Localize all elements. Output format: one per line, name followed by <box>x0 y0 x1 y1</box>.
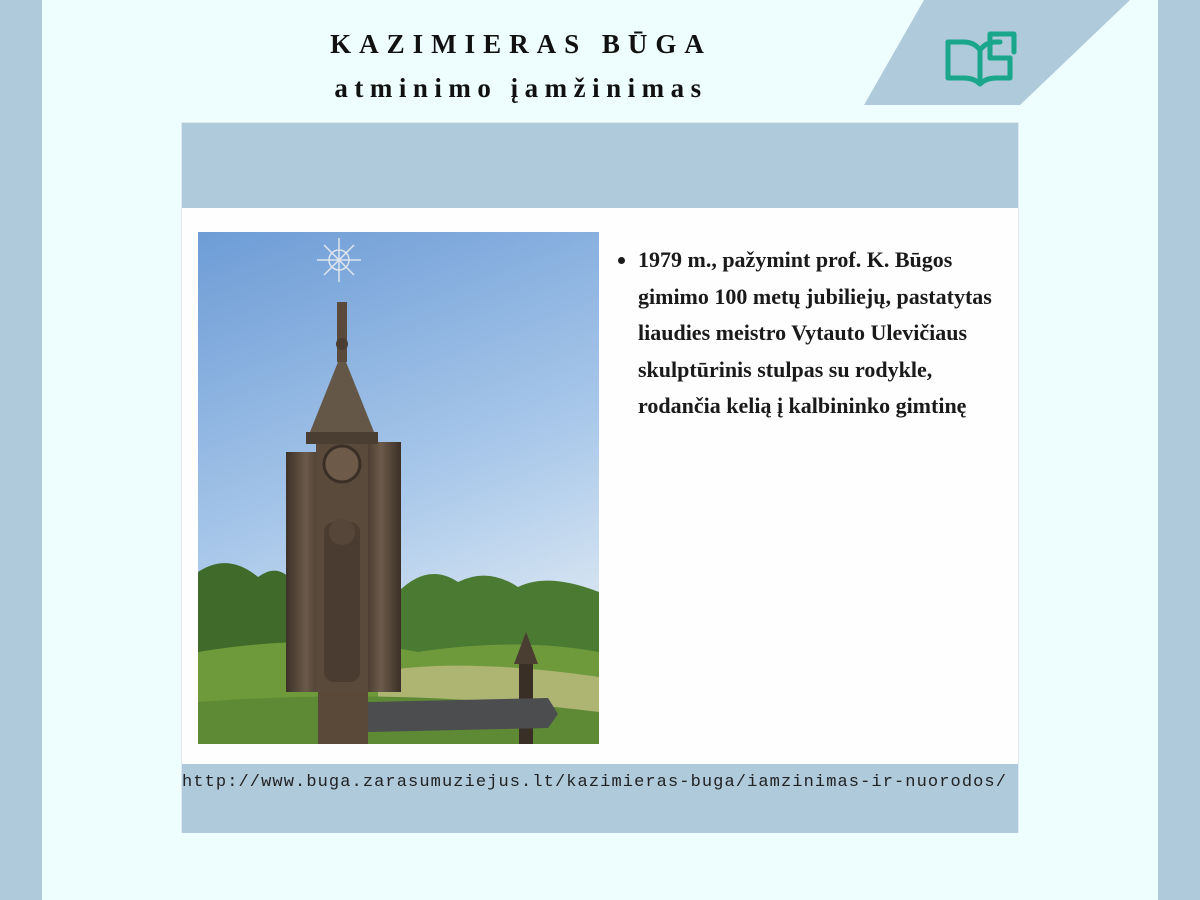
slide-title <box>42 26 1000 107</box>
content-card <box>181 122 1019 833</box>
card-header-band <box>182 123 1018 208</box>
sculpture-photo <box>198 232 599 744</box>
source-link[interactable]: http://www.buga.zarasumuziejus.lt/kazimieras-buga/iamzinimas-ir-nuorodos/ <box>182 764 1018 833</box>
description-list <box>616 242 1018 425</box>
slide <box>42 0 1158 900</box>
title-line-2: atminimo įamžinimas <box>334 73 708 103</box>
title-line-1: KAZIMIERAS BŪGA <box>330 29 712 59</box>
list-item: • 1979 m., pažymint prof. K. Būgos gimimo 100 metų jubiliejų, pastatytas liaudies meistro Vytauto Ulevičiaus skulptūrinis stulpas su rodykle, rodančia kelią į kalbininko gimtinę <box>638 242 1018 425</box>
